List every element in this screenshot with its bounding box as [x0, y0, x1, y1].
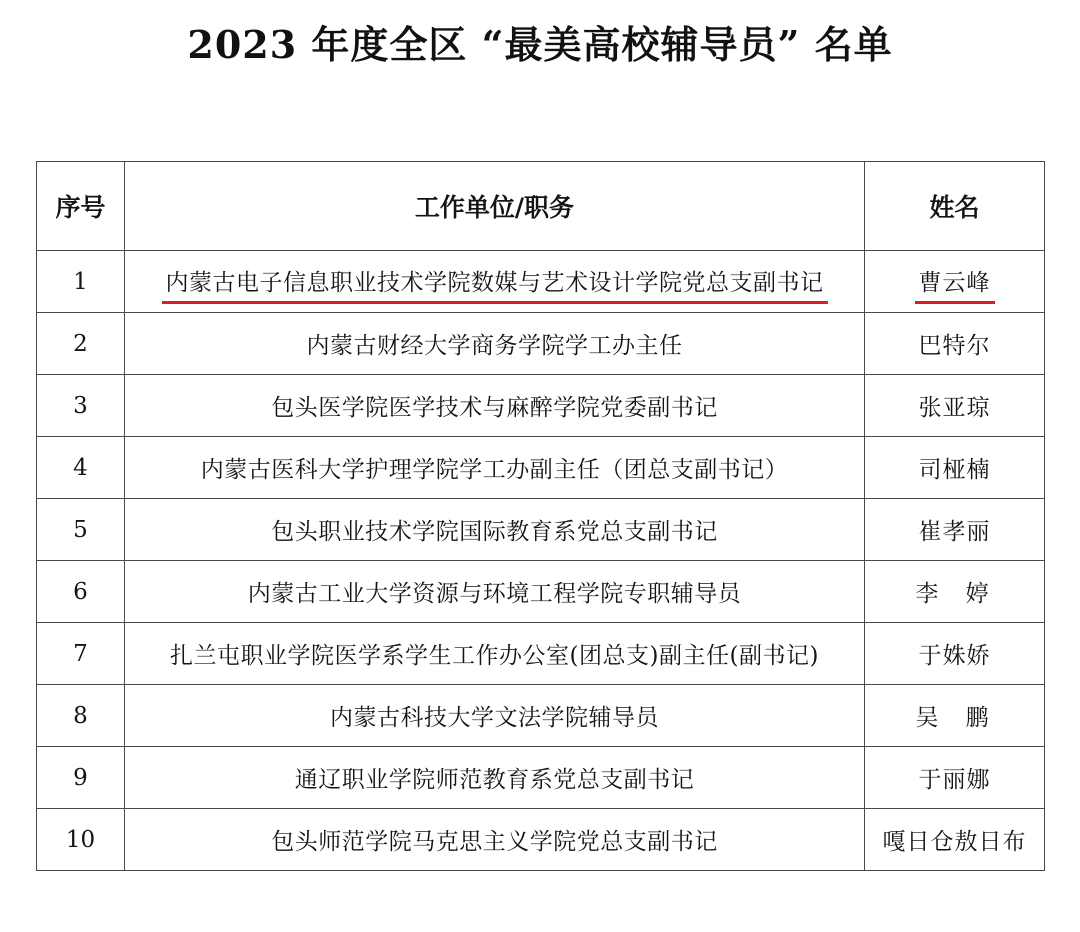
name-text: 李 婷 — [915, 581, 999, 608]
highlighted-unit-text: 内蒙古电子信息职业技术学院数媒与艺术设计学院党总支副书记 — [166, 264, 824, 299]
cell-name — [865, 561, 1045, 623]
cell-index: 3 — [37, 375, 125, 437]
cell-name — [865, 499, 1045, 561]
highlighted-name-text: 曹云峰 — [919, 264, 991, 299]
table-row — [37, 685, 1045, 747]
cell-index: 2 — [37, 313, 125, 375]
column-header-name: 姓名 — [865, 162, 1045, 251]
table-row — [37, 561, 1045, 623]
table-row — [37, 809, 1045, 871]
name-text: 张亚琼 — [918, 395, 991, 422]
name-text: 嘎日仓敖日布 — [882, 829, 1027, 856]
table-header-row — [37, 162, 1045, 251]
table-row — [37, 499, 1045, 561]
cell-unit: 包头师范学院马克思主义学院党总支副书记 — [125, 809, 865, 871]
cell-index: 10 — [37, 809, 125, 871]
cell-name — [865, 623, 1045, 685]
table-row — [37, 623, 1045, 685]
cell-name — [865, 685, 1045, 747]
table-row — [37, 251, 1045, 313]
cell-name — [865, 313, 1045, 375]
table-row — [37, 313, 1045, 375]
cell-name — [865, 251, 1045, 313]
cell-unit — [125, 251, 865, 313]
cell-index: 7 — [37, 623, 125, 685]
roster-table-wrapper — [36, 161, 1044, 871]
cell-name — [865, 437, 1045, 499]
cell-unit: 扎兰屯职业学院医学系学生工作办公室(团总支)副主任(副书记) — [125, 623, 865, 685]
name-text: 于丽娜 — [918, 767, 991, 794]
cell-unit: 内蒙古财经大学商务学院学工办主任 — [125, 313, 865, 375]
name-text: 于姝娇 — [918, 643, 991, 670]
table-row — [37, 375, 1045, 437]
cell-name — [865, 809, 1045, 871]
table-body — [37, 251, 1045, 871]
cell-index: 9 — [37, 747, 125, 809]
cell-unit: 包头医学院医学技术与麻醉学院党委副书记 — [125, 375, 865, 437]
cell-index: 4 — [37, 437, 125, 499]
page-title: 2023 年度全区 “最美高校辅导员” 名单 — [187, 22, 893, 67]
name-text: 司桠楠 — [918, 457, 991, 484]
cell-unit: 包头职业技术学院国际教育系党总支副书记 — [125, 499, 865, 561]
name-text: 巴特尔 — [918, 333, 991, 360]
cell-unit: 内蒙古科技大学文法学院辅导员 — [125, 685, 865, 747]
cell-index: 8 — [37, 685, 125, 747]
name-text: 崔孝丽 — [918, 519, 991, 546]
cell-index: 6 — [37, 561, 125, 623]
name-text: 吴 鹏 — [915, 705, 999, 732]
cell-name — [865, 375, 1045, 437]
roster-table — [36, 161, 1045, 871]
column-header-index: 序号 — [37, 162, 125, 251]
column-header-unit: 工作单位/职务 — [125, 162, 865, 251]
cell-name — [865, 747, 1045, 809]
table-row — [37, 437, 1045, 499]
table-row — [37, 747, 1045, 809]
cell-unit: 内蒙古医科大学护理学院学工办副主任（团总支副书记） — [125, 437, 865, 499]
cell-index: 5 — [37, 499, 125, 561]
table-header — [37, 162, 1045, 251]
cell-index: 1 — [37, 251, 125, 313]
cell-unit: 通辽职业学院师范教育系党总支副书记 — [125, 747, 865, 809]
cell-unit: 内蒙古工业大学资源与环境工程学院专职辅导员 — [125, 561, 865, 623]
